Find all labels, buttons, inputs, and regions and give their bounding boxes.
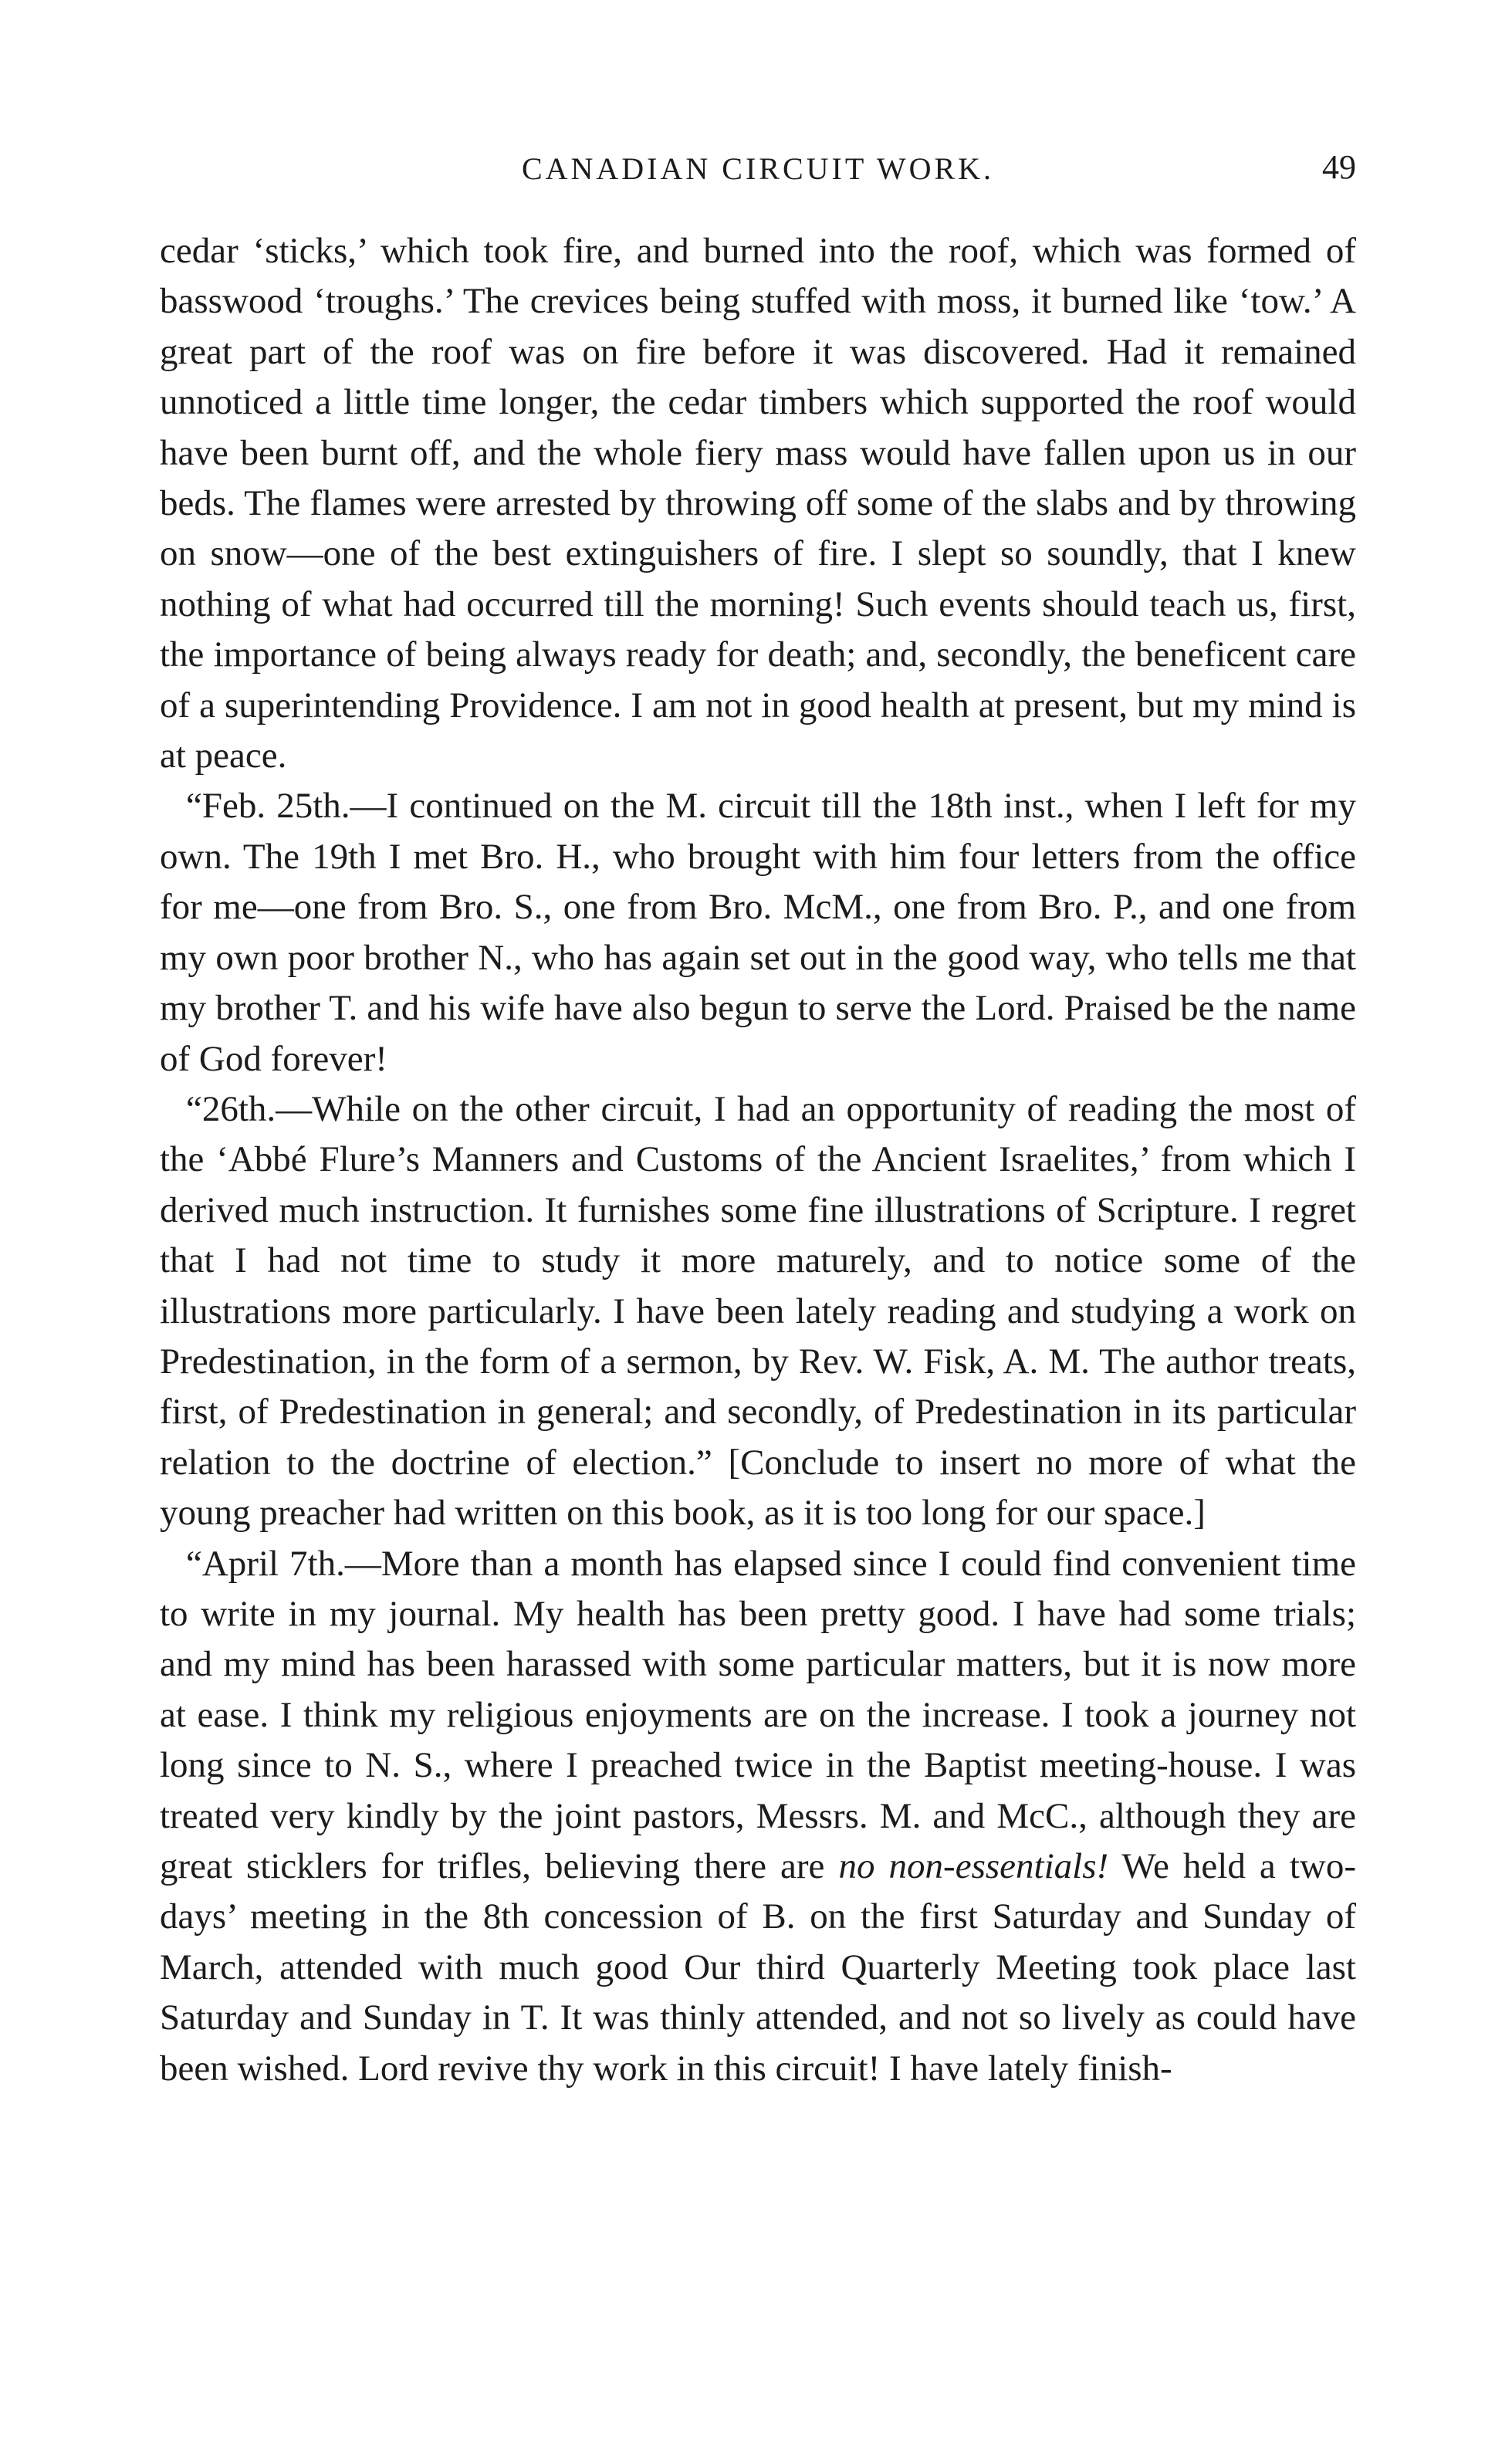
paragraph-april-7 [160, 1539, 1356, 2094]
april-7-continued: We held a two-days’ meeting in the 8th concession of B. on the first Saturday and Sunday of March, attended with much good Our third Quarterly Meeting took place last Saturday and Sunday in T. It was thinly attended, and not so lively as could have been wished. Lord revive thy work in this circuit! I have lately finish- [160, 1846, 1356, 2089]
page-number: 49 [1322, 148, 1356, 186]
running-header [160, 135, 1356, 197]
page-body [160, 226, 1356, 2094]
paragraph-feb-25: “Feb. 25th.—I continued on the M. circuit till the 18th inst., when I left for my own. The 19th I met Bro. H., who brought with him four letters from the office for me—one from Bro. S., one from Bro. McM., one from Bro. P., and one from my own poor brother N., who has again set out in the good way, who tells me that my brother T. and his wife have also begun to serve the Lord. Praised be the name of God forever! [160, 786, 1356, 1079]
paragraph-26th: “26th.—While on the other circuit, I had an opportunity of reading the most of the ‘Abbé Flure’s Manners and Customs of the Ancient Israelites,’ from which I derived much instruction. It furnishes some fine illustrations of Scripture. I regret that I had not time to study it more maturely, and to notice some of the illustrations more particularly. I have been lately reading and studying a work on Predestination, in the form of a sermon, by Rev. W. Fisk, A. M. The author treats, first, of Predestination in general; and secondly, of Predestination in its particular relation to the doctrine of election.” [Conclude to insert no more of what the young preacher had written on this book, as it is too long for our space.] [160, 1088, 1356, 1534]
book-page [160, 135, 1356, 2094]
emphasis-no-non-essentials: no non-essentials! [838, 1846, 1109, 1886]
paragraph-fire-continued: cedar ‘sticks,’ which took fire, and burned into the roof, which was formed of basswood ‘troughs.’ The crevices being stuffed with moss, it burned like ‘tow.’ A great part of the roof was on fire before it was discovered. Had it remained unnoticed a little time longer, the cedar timbers which supported the roof would have been burnt off, and the whole fiery mass would have fallen upon us in our beds. The flames were arrested by throwing off some of the slabs and by throwing on snow—one of the best extinguishers of fire. I slept so soundly, that I knew nothing of what had occurred till the morning! Such events should teach us, first, the importance of being always ready for death; and, secondly, the beneficent care of a superintending Providence. I am not in good health at present, but my mind is at peace. [160, 231, 1356, 776]
running-title: CANADIAN CIRCUIT WORK. [521, 151, 995, 186]
april-7-text: “April 7th.—More than a month has elapsed since I could find convenient time to write in my journal. My health has been pretty good. I have had some trials; and my mind has been harassed with some particular matters, but it is now more at ease. I think my religious enjoyments are on the increase. I took a journey not long since to N. S., where I preached twice in the Baptist meeting-house. I was treated very kindly by the joint pastors, Messrs. M. and McC., although they are great sticklers for trifles, believing there are [160, 1543, 1356, 1886]
